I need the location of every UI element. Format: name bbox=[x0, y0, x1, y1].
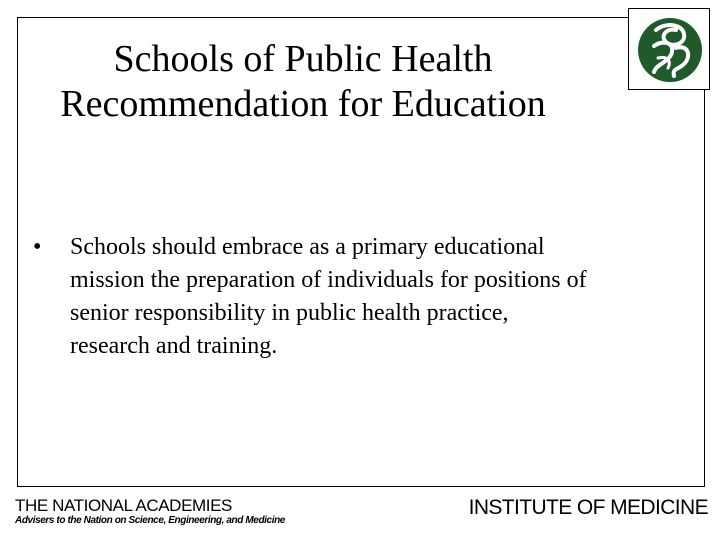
bullet-marker: • bbox=[33, 234, 42, 260]
national-academies-tagline: Advisers to the Nation on Science, Engineering, and Medicine bbox=[15, 515, 285, 526]
logo-box bbox=[628, 8, 710, 90]
institute-of-medicine-emblem-icon bbox=[636, 12, 704, 86]
institute-of-medicine-wordmark: INSTITUTE OF MEDICINE bbox=[468, 496, 708, 519]
national-academies-name: THE NATIONAL ACADEMIES bbox=[15, 496, 232, 515]
bullet-text: Schools should embrace as a primary educational mission the preparation of individuals for positions of senior responsibility in public health practice, research and training. bbox=[70, 234, 587, 359]
slide-title: Schools of Public Health Recommendation for Education bbox=[60, 38, 546, 125]
national-academies-logo bbox=[15, 497, 315, 531]
